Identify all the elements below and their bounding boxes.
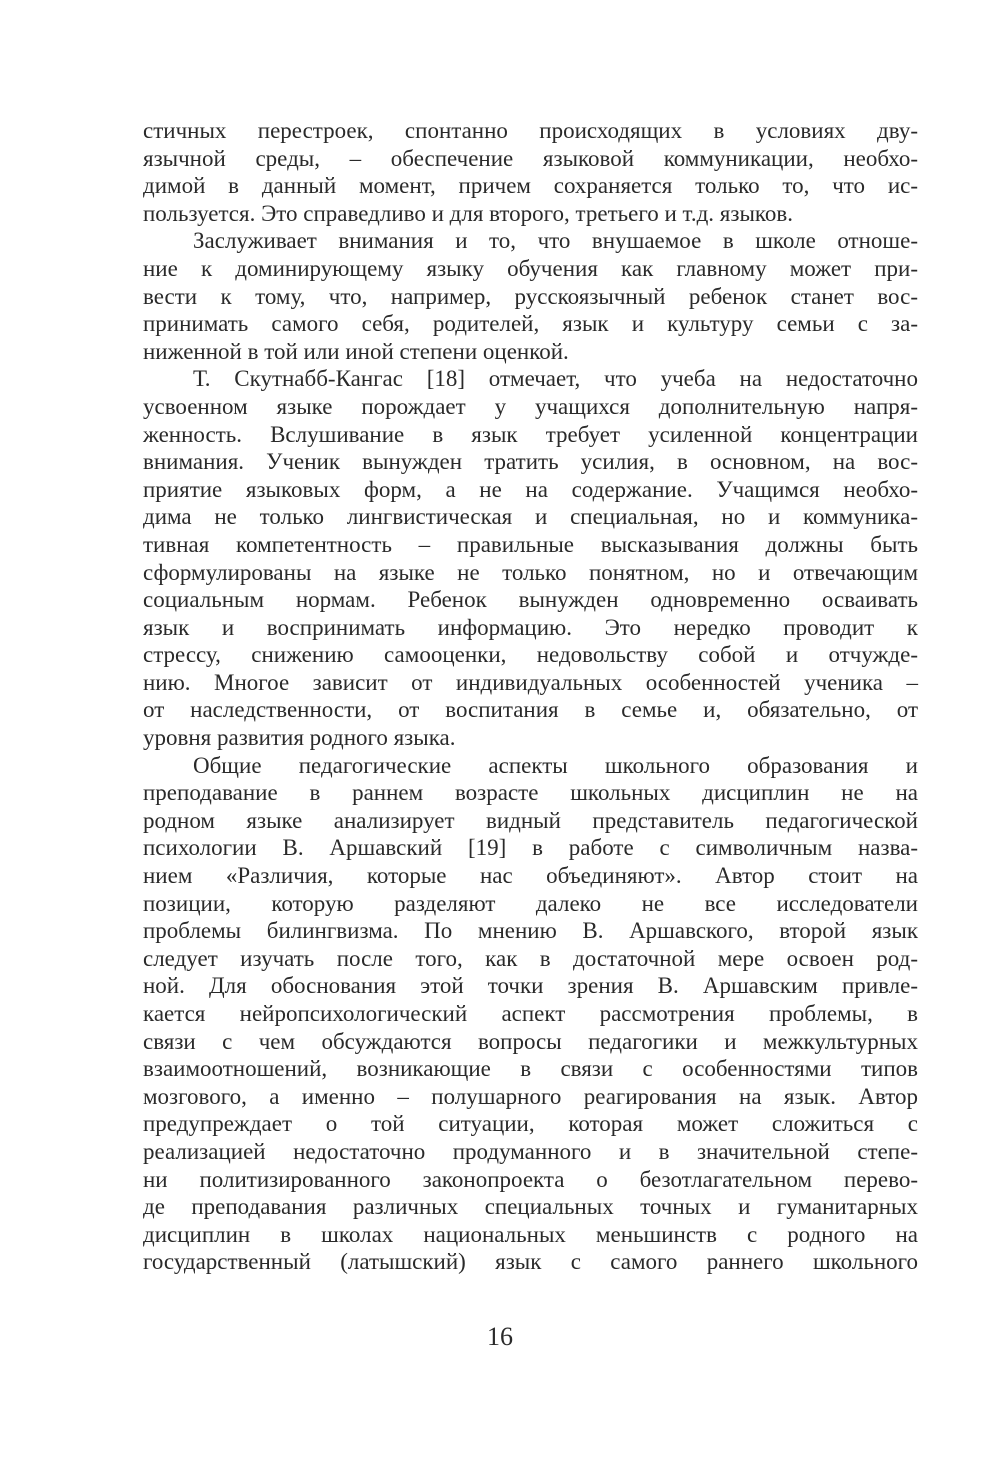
text-line: психологии В. Аршавский [19] в работе с символичным назва-: [143, 835, 918, 861]
text-line: Т. Скутнабб-Кангас [18] отмечает, что учеба на недостаточно: [193, 366, 918, 392]
text-line: ной. Для обоснования этой точки зрения В. Аршавским привле-: [143, 973, 918, 999]
text-line: де преподавания различных специальных точных и гуманитарных: [143, 1194, 918, 1220]
text-line: реализацией недостаточно продуманного и в значительной степе-: [143, 1138, 918, 1164]
text-line: язык и воспринимать информацию. Это нередко проводит к: [143, 614, 918, 640]
text-line: позиции, которую разделяют далеко не все исследователи: [143, 890, 918, 916]
text-line: государственный (латышский) язык с самого раннего школьного: [143, 1249, 918, 1275]
text-line: преподавание в раннем возрасте школьных дисциплин не на: [143, 780, 918, 806]
text-line: мозгового, а именно – полушарного реагирования на язык. Автор: [143, 1083, 918, 1109]
text-line: язычной среды, – обеспечение языковой коммуникации, необхо-: [143, 145, 918, 171]
text-line: сформулированы на языке не только понятном, но и отвечающим: [143, 559, 918, 585]
text-line: дима не только лингвистическая и специальная, но и коммуника-: [143, 504, 918, 530]
text-line: предупреждает о той ситуации, которая может сложиться с: [143, 1111, 918, 1137]
text-line: нию. Многое зависит от индивидуальных особенностей ученика –: [143, 669, 918, 695]
text-line: Общие педагогические аспекты школьного образования и: [193, 752, 918, 778]
text-line: следует изучать после того, как в достаточной мере освоен род-: [143, 945, 918, 971]
body-text: [143, 117, 918, 1276]
text-line: стичных перестроек, спонтанно происходящих в условиях дву-: [143, 118, 918, 143]
paragraph: [143, 117, 918, 227]
text-line: внимания. Ученик вынужден тратить усилия, в основном, на вос-: [143, 449, 918, 475]
text-line: нием «Различия, которые нас объединяют». Автор стоит на: [143, 863, 918, 889]
text-line: ние к доминирующему языку обучения как главному может при-: [143, 255, 918, 281]
text-line: связи с чем обсуждаются вопросы педагогики и межкультурных: [143, 1028, 918, 1054]
text-line: приятие языковых форм, а не на содержание. Учащимся необхо-: [143, 476, 918, 502]
text-line: усвоенном языке порождает у учащихся дополнительную напря-: [143, 393, 918, 419]
text-line: кается нейропсихологический аспект рассмотрения проблемы, в: [143, 1001, 918, 1026]
text-line: от наследственности, от воспитания в семье и, обязательно, от: [143, 697, 918, 723]
text-line: женность. Вслушивание в язык требует усиленной концентрации: [143, 421, 918, 447]
text-line: дисциплин в школах национальных меньшинств с родного на: [143, 1221, 918, 1247]
text-line: уровня развития родного языка.: [143, 725, 456, 751]
text-line: стрессу, снижению самооценки, недовольству собой и отчужде-: [143, 642, 918, 668]
paragraph: [143, 227, 918, 365]
text-line: димой в данный момент, причем сохраняется только то, что ис-: [143, 173, 918, 199]
text-line: Заслуживает внимания и то, что внушаемое в школе отноше-: [193, 228, 918, 254]
text-line: тивная компетентность – правильные высказывания должны быть: [143, 531, 918, 557]
paragraph: [143, 752, 918, 1276]
text-line: пользуется. Это справедливо и для второго, третьего и т.д. языков.: [143, 200, 794, 226]
text-line: родном языке анализирует видный представитель педагогической: [143, 807, 918, 833]
paragraph: [143, 365, 918, 751]
text-line: взаимоотношений, возникающие в связи с особенностями типов: [143, 1056, 918, 1082]
text-line: ниженной в той или иной степени оценкой.: [143, 338, 569, 364]
text-line: ни политизированного законопроекта о безотлагательном перево-: [143, 1166, 918, 1192]
page-number: 16: [487, 1322, 513, 1351]
text-line: вести к тому, что, например, русскоязычный ребенок станет вос-: [143, 283, 918, 309]
text-line: проблемы билингвизма. По мнению В. Аршавского, второй язык: [143, 918, 918, 944]
text-line: социальным нормам. Ребенок вынужден одновременно осваивать: [143, 587, 918, 613]
text-line: принимать самого себя, родителей, язык и культуру семьи с за-: [143, 311, 918, 337]
